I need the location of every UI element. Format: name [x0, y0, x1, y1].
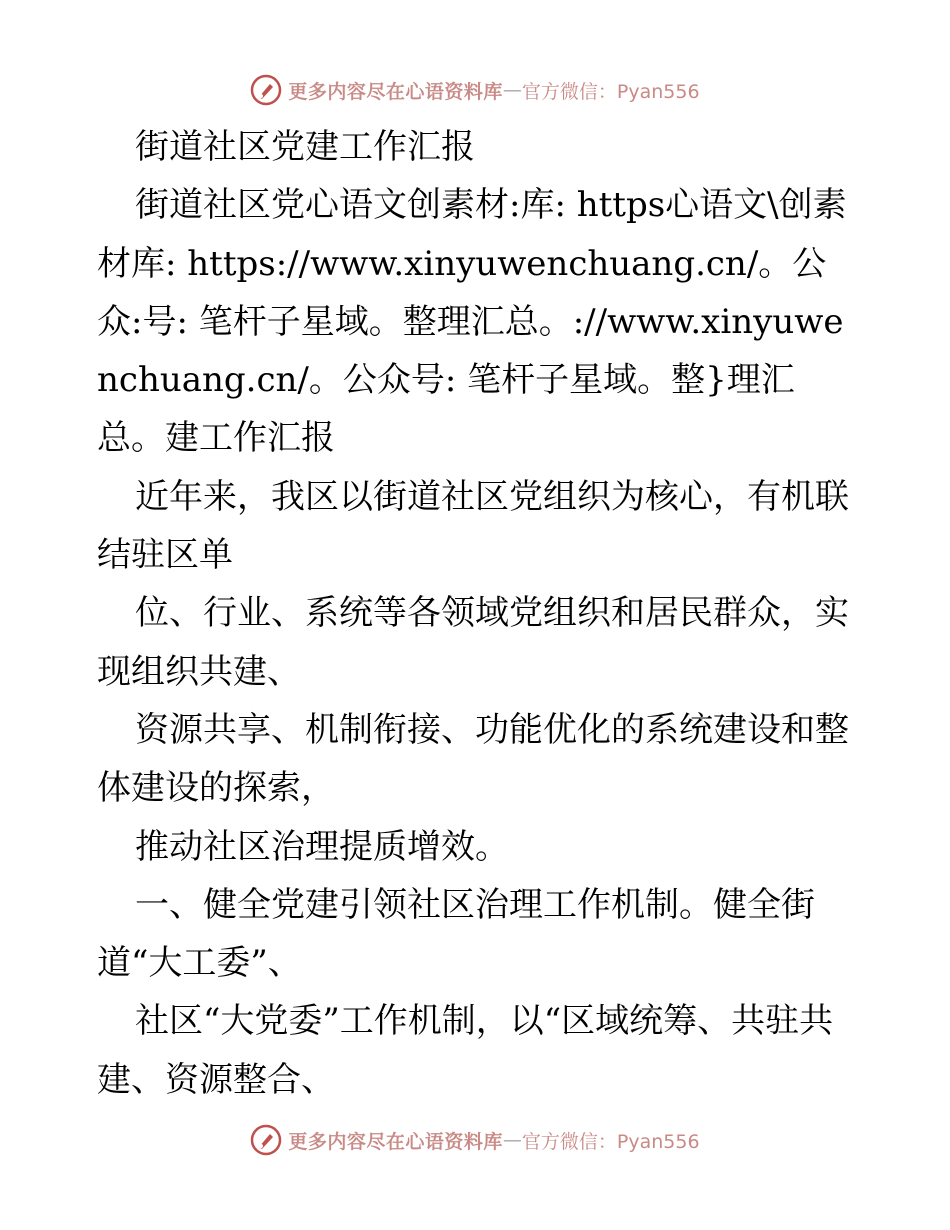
watermark-separator: —	[502, 1129, 522, 1151]
document-body	[97, 118, 855, 1109]
paragraph: 位、行业、系统等各领域党组织和居民群众，实现组织共建、	[97, 593, 849, 692]
paragraph: 社区“大党委”工作机制，以“区域统筹、共驻共建、资源整合、	[97, 1001, 834, 1100]
header-watermark	[0, 72, 950, 108]
footer-watermark	[0, 1122, 950, 1158]
watermark-site-text: 更多内容尽在心语资料库	[288, 1130, 503, 1153]
paragraph: 街道社区党心语文创素材:库: https心语文\创素材库: https://www.xinyuwenchuang.cn/。公众:号: 笔杆子星域。整理汇总。://www.xinyuwenchuang.cn/。公众号: 笔杆子星域。整}理汇总。建工作汇报	[97, 185, 847, 459]
document-title: 街道社区党建工作汇报	[135, 127, 475, 167]
watermark-site-text: 更多内容尽在心语资料库	[288, 80, 503, 103]
watermark-wechat-text: 官方微信：Pyan556	[521, 80, 700, 103]
paragraph: 一、健全党建引领社区治理工作机制。健全街道“大工委”、	[97, 884, 815, 984]
paragraph: 推动社区治理提质增效。	[135, 826, 509, 867]
pen-nib-logo-icon	[250, 74, 282, 106]
paragraph: 资源共享、机制衔接、功能优化的系统建设和整体建设的探索，	[97, 709, 849, 809]
watermark-wechat-text: 官方微信：Pyan556	[521, 1130, 700, 1153]
watermark-separator: —	[502, 79, 522, 101]
paragraph: 近年来，我区以街道社区党组织为核心，有机联结驻区单	[97, 476, 849, 576]
pen-nib-logo-icon	[250, 1124, 282, 1156]
